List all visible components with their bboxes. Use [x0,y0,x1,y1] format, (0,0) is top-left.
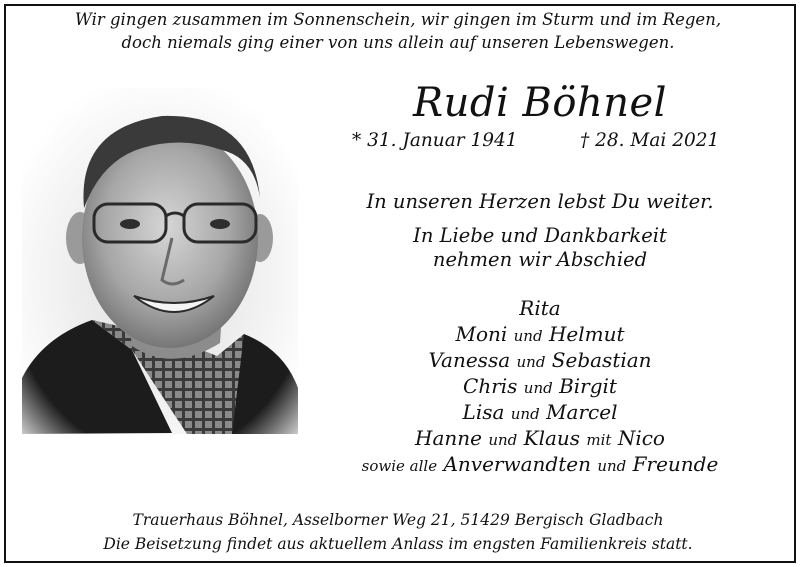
conjunction: sowie alle [361,457,438,475]
conjunction: und [523,379,553,397]
conjunction: und [510,405,540,423]
mourner-name: Rita [519,296,561,320]
mourner-name: Hanne [415,426,482,450]
mourner-name: Freunde [632,452,719,476]
mourner-name: Birgit [559,374,617,398]
family-line [320,322,760,346]
mourner-name: Sebastian [551,348,652,372]
mourner-name: Vanessa [428,348,511,372]
mourner-name: Helmut [548,322,625,346]
portrait-photo [22,88,298,434]
mourner-name: Marcel [546,400,618,424]
verse-line-2: doch niemals ging einer von uns allein auf unseren Lebenswegen. [121,33,675,52]
motto: In unseren Herzen lebst Du weiter. [366,190,714,213]
conjunction: und [597,457,627,475]
farewell-line-2: nehmen wir Abschied [432,248,648,271]
conjunction: mit [586,431,612,449]
family-line [320,426,760,450]
mourning-address: Trauerhaus Böhnel, Asselborner Weg 21, 51429 Bergisch Gladbach [132,511,664,529]
family-line [320,348,760,372]
mourner-name: Chris [463,374,518,398]
mourner-name: Nico [617,426,665,450]
deceased-name: Rudi Böhnel [413,80,667,126]
conjunction: und [488,431,518,449]
family-line [320,452,760,476]
birth-date: * 31. Januar 1941 [352,130,518,151]
farewell-line-1: In Liebe und Dankbarkeit [413,224,667,247]
verse-line-1: Wir gingen zusammen im Sonnenschein, wir gingen im Sturm und im Regen, [74,10,722,29]
mourner-name: Anverwandten [443,452,591,476]
conjunction: und [513,327,543,345]
family-line [320,400,760,424]
death-date: † 28. Mai 2021 [580,130,720,151]
family-line [320,296,760,320]
mourner-name: Moni [455,322,508,346]
burial-notice: Die Beisetzung findet aus aktuellem Anlass im engsten Familienkreis statt. [103,535,693,553]
family-line [320,374,760,398]
conjunction: und [516,353,546,371]
mourner-name: Lisa [462,400,505,424]
mourner-name: Klaus [523,426,581,450]
